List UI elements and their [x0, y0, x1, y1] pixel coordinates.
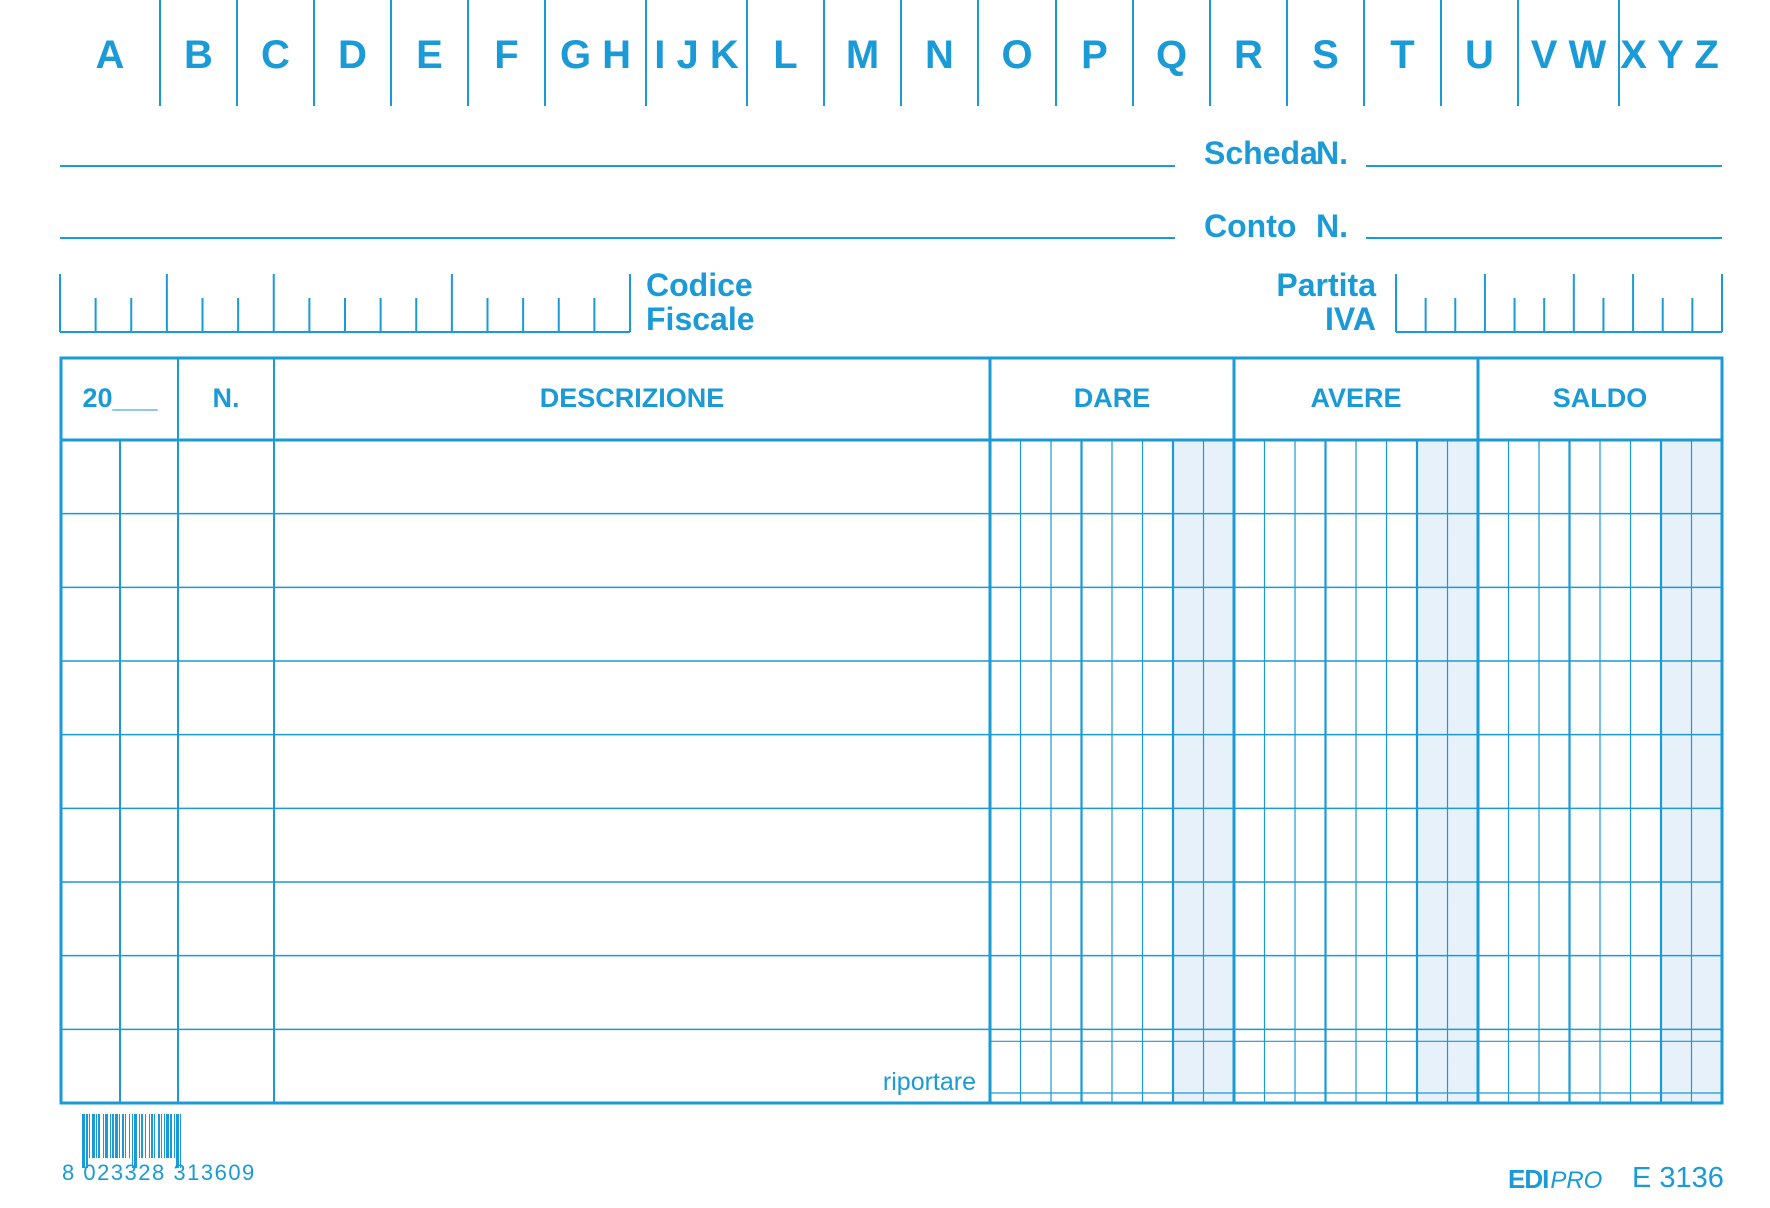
alphabet-tab: F: [494, 33, 519, 77]
barcode-bar: [166, 1114, 169, 1158]
barcode-bar: [103, 1114, 104, 1158]
alphabet-tab: Q: [1155, 33, 1188, 77]
scheda-label: Scheda: [1204, 135, 1318, 171]
scheda-number-label: N.: [1316, 135, 1348, 171]
partita-iva-label-line2: IVA: [1325, 301, 1376, 337]
barcode-number: 8 023328 313609: [62, 1160, 256, 1185]
barcode-bar: [115, 1114, 118, 1158]
saldo-column-header: SALDO: [1552, 383, 1648, 413]
alphabet-tab: L: [773, 33, 798, 77]
barcode-bar: [149, 1114, 150, 1158]
alphabet-tab: S: [1312, 33, 1339, 77]
codice-fiscale-label-line2: Fiscale: [646, 301, 755, 337]
alphabet-tab: P: [1081, 33, 1108, 77]
codice-fiscale-label-line1: Codice: [646, 267, 753, 303]
alphabet-tab: T: [1390, 33, 1415, 77]
alphabet-tab: N: [925, 33, 954, 77]
number-column-header: N.: [212, 383, 240, 413]
brand-logo-edi: EDI: [1508, 1164, 1549, 1194]
barcode-bar: [122, 1114, 124, 1158]
barcode-bar: [164, 1114, 165, 1158]
barcode-bar: [174, 1114, 175, 1158]
conto-number-label: N.: [1316, 208, 1348, 244]
barcode-bar: [129, 1114, 130, 1158]
carry-forward-label: riportare: [882, 1068, 976, 1096]
alphabet-tab: A: [95, 33, 125, 77]
alphabet-tab: G H: [559, 33, 632, 77]
alphabet-tab: O: [1001, 33, 1033, 77]
alphabet-tab: M: [845, 33, 880, 77]
barcode-bar: [98, 1114, 100, 1158]
barcode-bar: [158, 1114, 160, 1158]
barcode-bar: [96, 1114, 97, 1158]
alphabet-tab: E: [416, 33, 443, 77]
conto-label: Conto: [1204, 208, 1297, 244]
barcode-bar: [139, 1114, 140, 1158]
dare-column-header: DARE: [1073, 383, 1151, 413]
alphabet-tab: I J K: [654, 33, 739, 77]
barcode-bar: [161, 1114, 162, 1158]
barcode-bar: [112, 1114, 114, 1158]
alphabet-tab: C: [261, 33, 290, 77]
brand-logo: [1508, 1164, 1602, 1194]
barcode-bar: [151, 1114, 153, 1158]
barcode-bar: [125, 1114, 126, 1158]
barcode-bar: [170, 1114, 172, 1158]
barcode-bar: [145, 1114, 146, 1158]
brand-logo-pro: PRO: [1550, 1167, 1603, 1194]
alphabet-tab: U: [1465, 33, 1494, 77]
barcode-bar: [110, 1114, 111, 1158]
barcode-bar: [141, 1114, 143, 1158]
alphabet-tab: B: [184, 33, 213, 77]
barcode-bar: [105, 1114, 108, 1158]
partita-iva-label-line1: Partita: [1276, 267, 1376, 303]
alphabet-tab: V W: [1530, 33, 1607, 77]
avere-column-header: AVERE: [1310, 383, 1402, 413]
description-column-header: DESCRIZIONE: [539, 383, 725, 413]
barcode-bar: [89, 1114, 90, 1158]
alphabet-tab: R: [1234, 33, 1263, 77]
barcode-bar: [154, 1114, 155, 1158]
alphabet-tab: X Y Z: [1620, 33, 1719, 77]
product-code: E 3136: [1632, 1162, 1724, 1194]
year-column-header: 20___: [82, 383, 158, 413]
barcode-bar: [119, 1114, 120, 1158]
barcode-bar: [92, 1114, 95, 1158]
alphabet-tab: D: [338, 33, 367, 77]
